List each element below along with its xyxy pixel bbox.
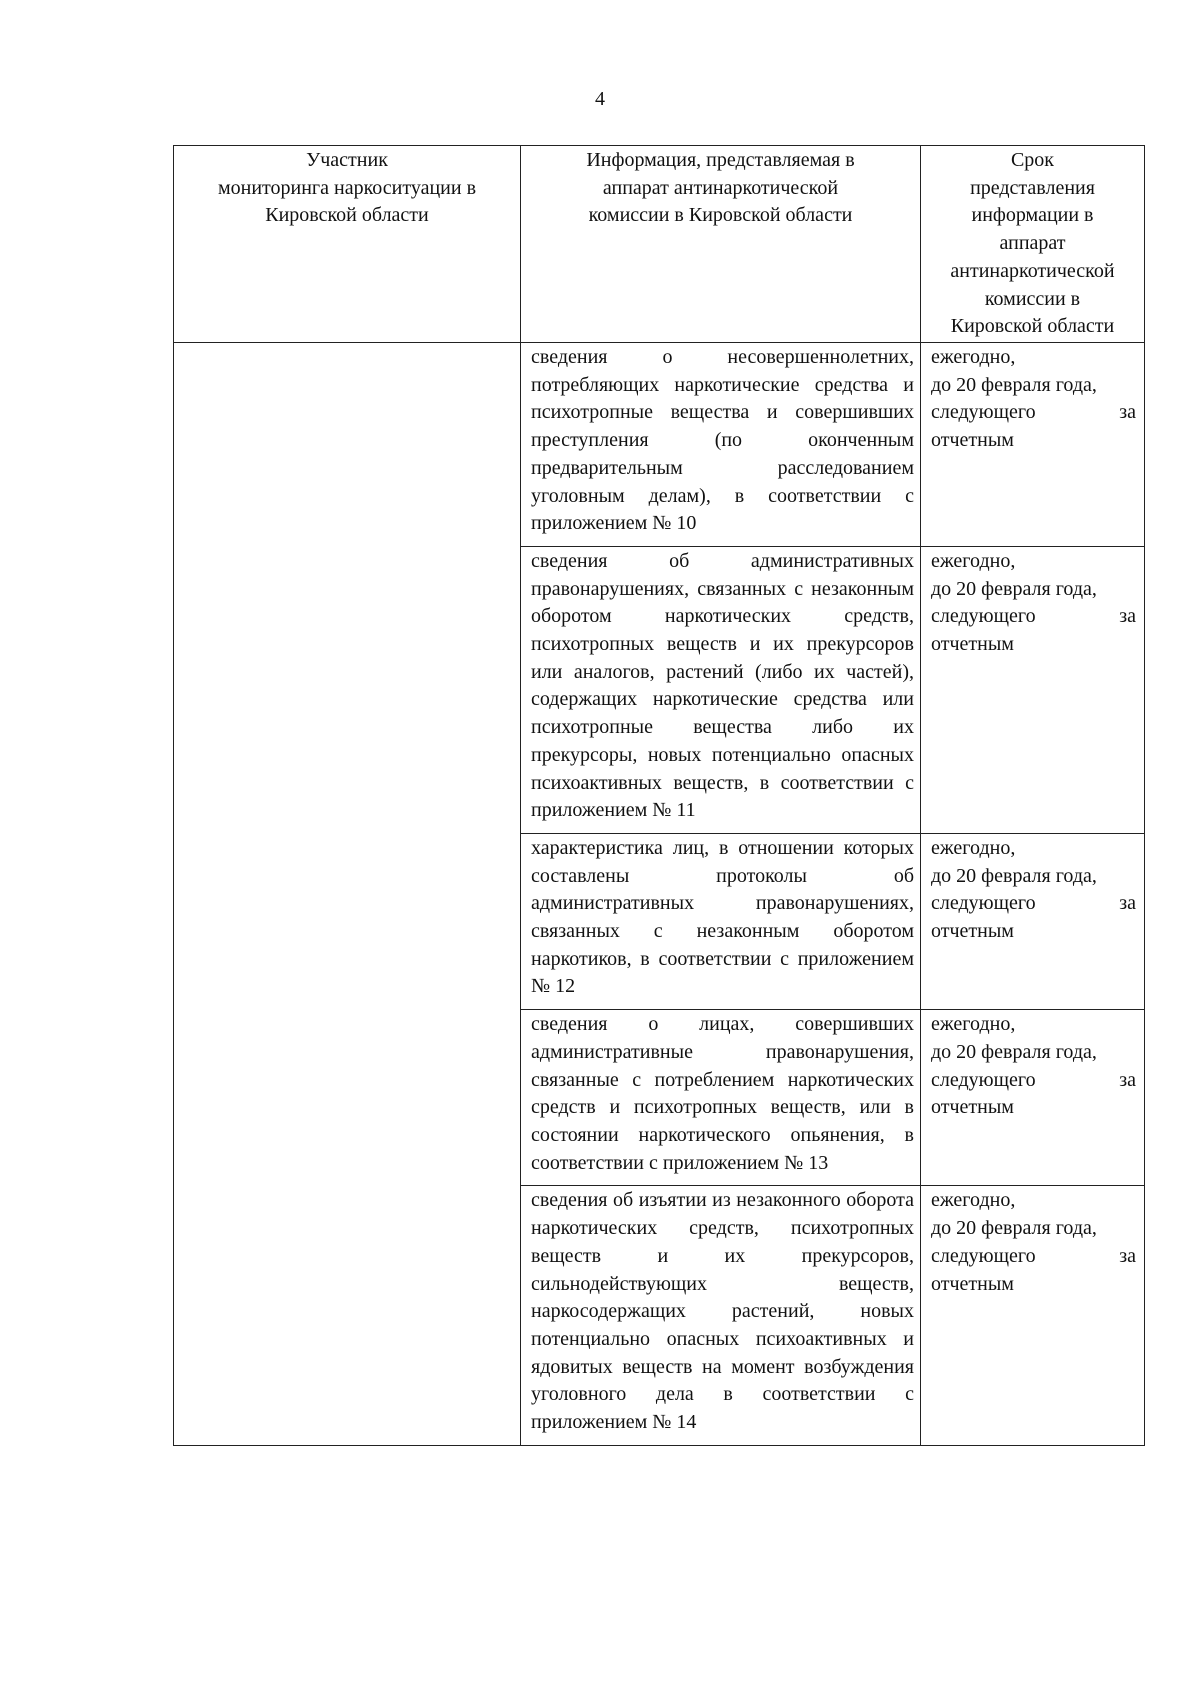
table-header-row: [174, 146, 1145, 343]
header-information: Информация, представляемая в аппарат антинаркотической комиссии в Кировской области: [521, 146, 921, 343]
deadline-cell: ежегодно, до 20 февраля года, следующего за отчетным: [921, 1186, 1145, 1445]
deadline-cell: ежегодно, до 20 февраля года, следующего за отчетным: [921, 546, 1145, 833]
info-cell: характеристика лиц, в отношении которых составлены протоколы об административных правонарушениях, связанных с незаконным оборотом наркотиков, в соответствии с приложением № 12: [521, 833, 921, 1009]
participant-cell: [174, 343, 521, 1446]
deadline-cell: ежегодно, до 20 февраля года, следующего за отчетным: [921, 833, 1145, 1009]
info-cell: сведения о несовершеннолетних, потребляющих наркотические средства и психотропные вещества и совершивших преступления (по оконченным предварительным расследованием уголовным делам), в соответствии с приложением № 10: [521, 343, 921, 547]
info-cell: сведения об изъятии из незаконного оборота наркотических средств, психотропных веществ и их прекурсоров, сильнодействующих веществ, наркосодержащих растений, новых потенциально опасных психоактивных и ядовитых веществ на момент возбуждения уголовного дела в соответствии с приложением № 14: [521, 1186, 921, 1445]
monitoring-table: [173, 145, 1145, 1446]
header-deadline: Срок представления информации в аппарат антинаркотической комиссии в Кировской области: [921, 146, 1145, 343]
page-number: 4: [595, 88, 605, 110]
header-participant: Участник мониторинга наркоситуации в Кировской области: [174, 146, 521, 343]
deadline-cell: ежегодно, до 20 февраля года, следующего за отчетным: [921, 1010, 1145, 1186]
info-cell: сведения о лицах, совершивших административные правонарушения, связанные с потреблением наркотических средств и психотропных веществ, или в состоянии наркотического опьянения, в соответствии с приложением № 13: [521, 1010, 921, 1186]
table-row: [174, 343, 1145, 547]
deadline-cell: ежегодно, до 20 февраля года, следующего за отчетным: [921, 343, 1145, 547]
info-cell: сведения об административных правонарушениях, связанных с незаконным оборотом наркотических средств, психотропных веществ и их прекурсоров или аналогов, растений (либо их частей), содержащих наркотические средства или психотропные вещества либо их прекурсоры, новых потенциально опасных психоактивных веществ, в соответствии с приложением № 11: [521, 546, 921, 833]
